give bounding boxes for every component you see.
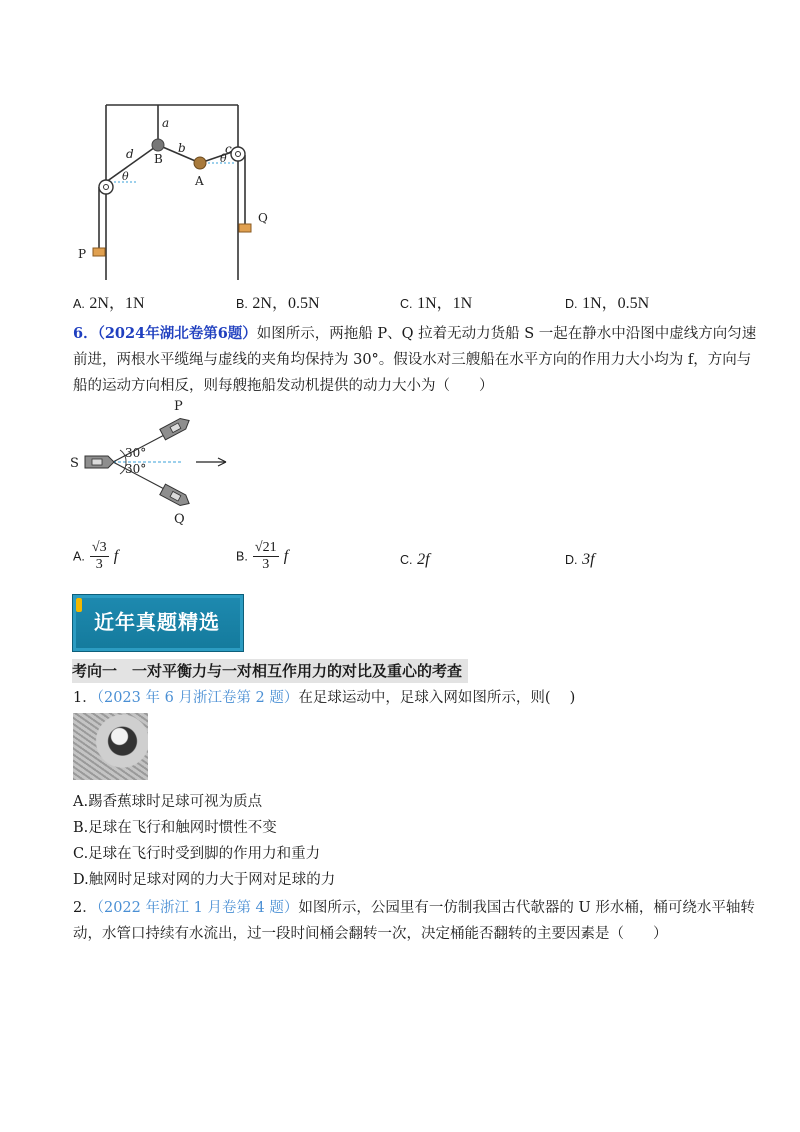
label-theta-right: θ bbox=[220, 152, 227, 165]
option-label: A. bbox=[73, 297, 85, 311]
tugboat-figure bbox=[68, 395, 248, 530]
option-label: B. bbox=[236, 297, 248, 311]
fraction bbox=[90, 540, 109, 573]
soccer-photo bbox=[73, 713, 148, 780]
q6-option-c[interactable] bbox=[400, 550, 430, 570]
option-value: 2N，1N bbox=[89, 295, 145, 312]
fraction-denominator: 3 bbox=[262, 557, 270, 572]
weight-Q bbox=[239, 224, 251, 232]
label-angle-bottom: 30° bbox=[125, 462, 147, 476]
q6-line-1 bbox=[73, 324, 756, 344]
option-label: D. bbox=[565, 297, 578, 311]
fraction-numerator: √21 bbox=[254, 540, 277, 555]
fraction bbox=[253, 540, 279, 573]
q1-source: （2023 年 6 月浙江卷第 2 题） bbox=[96, 690, 299, 706]
right-pulley-axle bbox=[236, 152, 241, 157]
option-label: C. bbox=[400, 297, 413, 311]
label-theta-left: θ bbox=[122, 170, 129, 183]
label-angle-top: 30° bbox=[125, 446, 147, 460]
q6-option-b[interactable] bbox=[236, 540, 288, 573]
label-Q: Q bbox=[174, 512, 185, 527]
q1-option-b[interactable]: B.足球在飞行和触网时惯性不变 bbox=[73, 820, 277, 836]
left-pulley-axle bbox=[104, 185, 109, 190]
q6-option-a[interactable] bbox=[73, 540, 118, 573]
option-label: D. bbox=[565, 553, 578, 567]
q1-stem bbox=[73, 688, 575, 708]
option-value: 2N，0.5N bbox=[252, 295, 320, 312]
q2-line-1 bbox=[73, 898, 755, 918]
pulley-figure bbox=[70, 100, 280, 282]
label-P: P bbox=[174, 399, 183, 414]
q1-text: 在足球运动中，足球入网如图所示，则( ) bbox=[298, 690, 576, 706]
q2-source: （2022 年浙江 1 月卷第 4 题） bbox=[96, 900, 299, 916]
q6-text-1: 如图所示，两拖船 P、Q 拉着无动力货船 S 一起在静水中沿图中虚线方向匀速 bbox=[256, 326, 757, 342]
fraction-denominator: 3 bbox=[95, 557, 103, 572]
q1-number: 1． bbox=[73, 690, 97, 706]
label-Q: Q bbox=[258, 211, 268, 225]
q6-number: 6． bbox=[73, 325, 98, 342]
option-value: 1N，0.5N bbox=[582, 295, 650, 312]
label-c: c bbox=[225, 142, 232, 156]
section-subhead: 考向一 一对平衡力与一对相互作用力的对比及重心的考查 bbox=[72, 659, 468, 683]
q5-option-a[interactable] bbox=[73, 294, 145, 314]
option-tail: f bbox=[113, 547, 119, 565]
label-S: S bbox=[70, 456, 79, 471]
q5-option-c[interactable] bbox=[400, 294, 472, 314]
label-P: P bbox=[78, 247, 87, 261]
tug-P bbox=[160, 415, 192, 440]
label-B: B bbox=[154, 152, 163, 166]
tug-Q bbox=[160, 484, 192, 509]
option-label: C. bbox=[400, 553, 413, 567]
q1-option-a[interactable]: A.踢香蕉球时足球可视为质点 bbox=[73, 794, 263, 810]
label-d: d bbox=[126, 147, 134, 161]
ball-B bbox=[152, 139, 164, 151]
weight-P bbox=[93, 248, 105, 256]
q2-text-1: 如图所示，公园里有一仿制我国古代欹器的 U 形水桶，桶可绕水平轴转 bbox=[298, 900, 755, 916]
q2-line-2: 动，水管口持续有水流出，过一段时间桶会翻转一次，决定桶能否翻转的主要因素是（ ） bbox=[73, 926, 668, 942]
option-value: 2f bbox=[417, 551, 430, 568]
q5-option-d[interactable] bbox=[565, 294, 649, 314]
q6-option-d[interactable] bbox=[565, 550, 595, 570]
label-A: A bbox=[195, 174, 204, 188]
option-value: 1N，1N bbox=[417, 295, 473, 312]
q6-line-2: 前进，两根水平缆绳与虚线的夹角均保持为 30°。假设水对三艘船在水平方向的作用力大小均为 f，方向与 bbox=[73, 352, 752, 368]
q1-option-c[interactable]: C.足球在飞行时受到脚的作用力和重力 bbox=[73, 846, 321, 862]
option-value: 3f bbox=[582, 551, 595, 568]
ball-A bbox=[194, 157, 206, 169]
label-b: b bbox=[178, 141, 186, 155]
q6-source: （2024年湖北卷第6题） bbox=[97, 325, 257, 342]
option-label: A. bbox=[73, 549, 85, 564]
option-tail: f bbox=[283, 547, 289, 565]
ship-S bbox=[85, 456, 114, 468]
section-banner-title: 近年真题精选 bbox=[94, 610, 220, 634]
q6-line-3: 船的运动方向相反，则每艘拖船发动机提供的动力大小为（ ） bbox=[73, 378, 494, 394]
label-a: a bbox=[162, 116, 170, 130]
q5-option-b[interactable] bbox=[236, 294, 320, 314]
q1-option-d[interactable]: D.触网时足球对网的力大于网对足球的力 bbox=[73, 872, 336, 888]
q2-number: 2． bbox=[73, 900, 97, 916]
fraction-numerator: √3 bbox=[91, 540, 107, 555]
option-label: B. bbox=[236, 549, 248, 564]
